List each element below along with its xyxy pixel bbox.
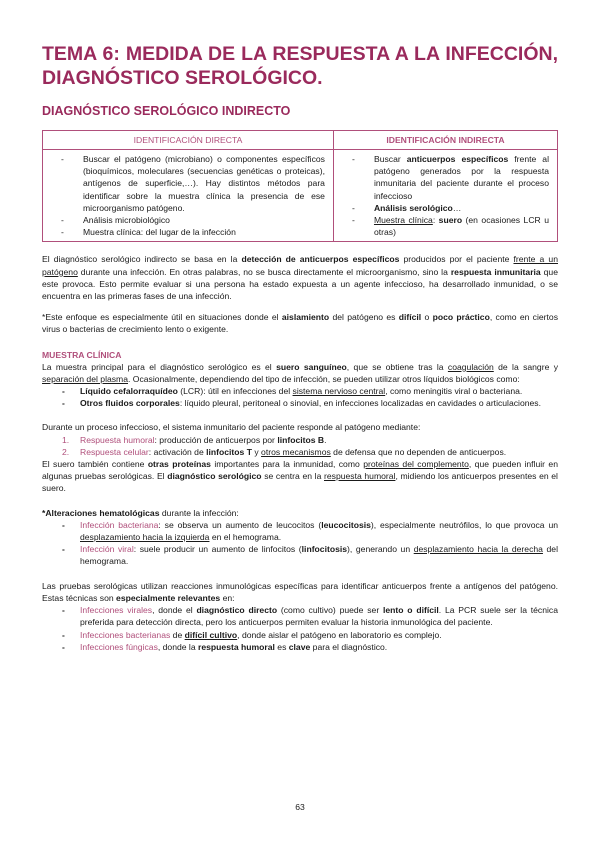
paragraph-muestra: La muestra principal para el diagnóstico serológico es el suero sanguíneo, que se obtiene tras la coagulación de la sangre y separación del plasma. Ocasionalmente, dependiendo del tipo de infección, se pueden utilizar otros líquidos biológicos como: bbox=[42, 361, 558, 384]
pruebas-list bbox=[42, 604, 558, 653]
list-item: - Muestra clínica: del lugar de la infección bbox=[47, 226, 325, 238]
list-item: - Líquido cefalorraquídeo (LCR): útil en infecciones del sistema nervioso central, como meningitis viral o bacteriana. bbox=[42, 385, 558, 397]
list-item: - Infecciones bacterianas de difícil cultivo, donde aislar el patógeno en laboratorio es complejo. bbox=[42, 629, 558, 641]
header-indirect: IDENTIFICACIÓN INDIRECTA bbox=[333, 131, 557, 150]
paragraph-note: *Este enfoque es especialmente útil en situaciones donde el aislamiento del patógeno es difícil o poco práctico, como en ciertos virus o bacterias de crecimiento lento o exigente. bbox=[42, 312, 558, 335]
paragraph-intro: El diagnóstico serológico indirecto se basa en la detección de anticuerpos específicos producidos por el paciente frente a un patógeno durante una infección. En otras palabras, no se busca directamente el microorganismo, sino la respuesta inmunitaria que este provoca. Esto permite evaluar si una persona ha estado expuesta a un agente infeccioso, ha desarrollado inmunidad, o se encuentra en las primeras fases de una infección. bbox=[42, 254, 558, 302]
page bbox=[42, 42, 558, 653]
paragraph-suero: El suero también contiene otras proteínas importantes para la inmunidad, como proteínas del complemento, que pueden influir en algunas pruebas serológicas. El diagnóstico serológico se centra en la respuesta humoral, midiendo los anticuerpos presentes en el suero. bbox=[42, 459, 558, 494]
alteraciones-list bbox=[42, 519, 558, 568]
paragraph-respuesta-intro: Durante un proceso infeccioso, el sistema inmunitario del paciente responde al patógeno mediante: bbox=[42, 422, 421, 433]
list-item: - Infección viral: suele producir un aumento de linfocitos (linfocitosis), generando un desplazamiento hacia la derecha del hemograma. bbox=[42, 543, 558, 567]
direct-cell bbox=[43, 150, 334, 242]
page-title: TEMA 6: MEDIDA DE LA RESPUESTA A LA INFECCIÓN, DIAGNÓSTICO SEROLÓGICO. bbox=[42, 43, 558, 89]
paragraph-pruebas: Las pruebas serológicas utilizan reacciones inmunológicas específicas para identificar anticuerpos frente a antígenos del patógeno. Estas técnicas son especialmente relevantes en: bbox=[42, 580, 558, 603]
list-item: - Infecciones fúngicas, donde la respuesta humoral es clave para el diagnóstico. bbox=[42, 641, 558, 653]
page-number: 63 bbox=[295, 802, 305, 812]
list-item: - Buscar el patógeno (microbiano) o componentes específicos (bioquímicos, moleculares (secuencias genéticas o proteicas), antígenos de superficie,…). Hay distintos métodos para identificar sobre la muestra clínica la presencia de ese microorganismo patógeno. bbox=[47, 153, 325, 214]
list-item: - Infecciones virales, donde el diagnóstico directo (como cultivo) puede ser lento o difícil. La PCR suele ser la técnica preferida para detección directa, pero los anticuerpos permiten evaluar la historia inmunológica del paciente. bbox=[42, 604, 558, 628]
subheading-muestra-clinica: MUESTRA CLÍNICA bbox=[42, 349, 122, 360]
list-item: 1. Respuesta humoral: producción de anticuerpos por linfocitos B. bbox=[62, 434, 327, 445]
table-header-row bbox=[43, 131, 558, 150]
indirect-cell bbox=[333, 150, 557, 242]
list-item: - Buscar anticuerpos específicos frente al patógeno generados por la respuesta inmunitaria del paciente durante el proceso infeccioso bbox=[338, 153, 549, 202]
list-item: - Análisis serológico… bbox=[338, 202, 549, 214]
header-direct: IDENTIFICACIÓN DIRECTA bbox=[43, 131, 334, 150]
section-title: DIAGNÓSTICO SEROLÓGICO INDIRECTO bbox=[42, 104, 291, 118]
list-item: - Otros fluidos corporales: líquido pleural, peritoneal o sinovial, en infecciones localizadas en cavidades o articulaciones. bbox=[42, 397, 558, 409]
list-item: - Infección bacteriana: se observa un aumento de leucocitos (leucocitosis), especialmente neutrófilos, lo que provoca un desplazamiento hacia la izquierda en el hemograma. bbox=[42, 519, 558, 543]
list-item: - Muestra clínica: suero (en ocasiones LCR u otras) bbox=[338, 214, 549, 238]
paragraph-alteraciones: *Alteraciones hematológicas durante la infección: bbox=[42, 507, 239, 518]
table-row bbox=[43, 150, 558, 242]
comparison-table bbox=[42, 130, 558, 242]
list-item: 2. Respuesta celular: activación de linfocitos T y otros mecanismos de defensa que no dependen de anticuerpos. bbox=[62, 446, 507, 457]
response-list bbox=[42, 434, 558, 458]
fluids-list bbox=[42, 385, 558, 409]
list-item: - Análisis microbiológico bbox=[47, 214, 325, 226]
